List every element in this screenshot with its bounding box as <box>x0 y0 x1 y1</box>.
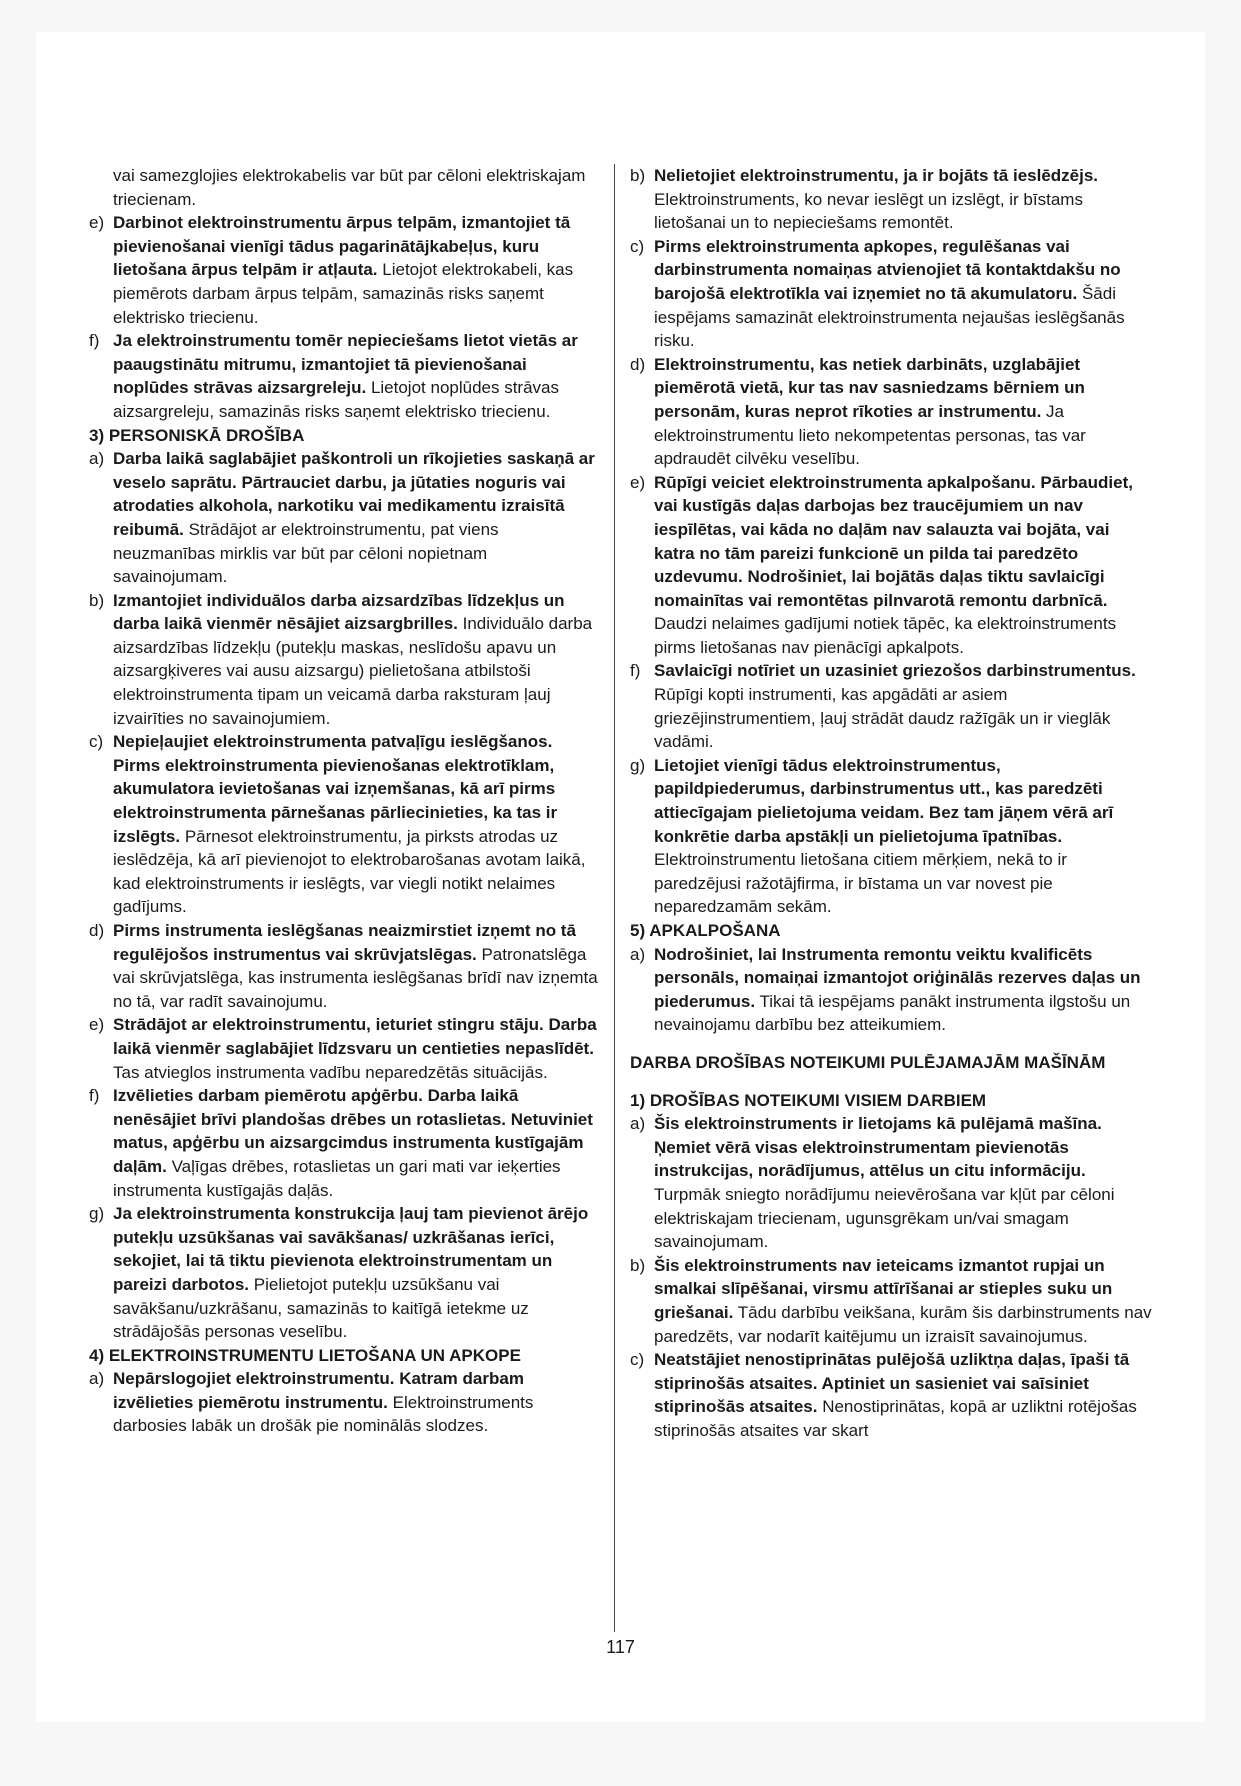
list-item: a) Nepārslogojiet elektroinstrumentu. Katram darbam izvēlieties piemērotu instrumentu. Elektroinstruments darbosies labāk un drošāk pie nominālās slodzes. <box>89 1369 534 1436</box>
list-item: g) Ja elektroinstrumenta konstrukcija ļauj tam pievienot ārējo putekļu uzsūkšanas vai savākšanas/ uzkrāšanas ierīci, sekojiet, lai tā tiktu pievienota elektroinstrumentam un pareizi darbotos. Pielietojot putekļu uzsūkšanu vai savākšanu/uzkrāšanu, samazinās to kaitīgā ietekme uz strādājošās personas veselību. <box>89 1204 589 1342</box>
list-item: e) Darbinot elektroinstrumentu ārpus telpām, izmantojiet tā pievienošanai vienīgi tādus pagarinātājkabeļus, kuru lietošana ārpus telpām ir atļauta. Lietojot elektrokabeli, kas piemērots darbam ārpus telpām, samazinās risks saņemt elektrisko triecienu. <box>89 213 574 327</box>
section-heading: 3) PERSONISKĀ DROŠĪBA <box>89 425 305 445</box>
list-item: b) Nelietojiet elektroinstrumentu, ja ir bojāts tā ieslēdzējs. Elektroinstruments, ko nevar ieslēgt un izslēgt, ir bīstams lietošanai un to nepieciešams remontēt. <box>630 166 1099 233</box>
right-column <box>630 164 1152 1442</box>
section-heading: 1) DROŠĪBAS NOTEIKUMI VISIEM DARBIEM <box>630 1090 987 1110</box>
list-item: e) Strādājot ar elektroinstrumentu, ieturiet stingru stāju. Darba laikā vienmēr saglabājiet līdzsvaru un centieties nepaslīdēt. Tas atvieglos instrumenta vadību neparedzētās situācijās. <box>89 1015 597 1082</box>
list-item: f) Savlaicīgi notīriet un uzasiniet griezošos darbinstrumentus. Rūpīgi kopti instrumenti, kas apgādāti ar asiem griezējinstrumentiem, ļauj strādāt daudz ražīgāk un ir vieglāk vadāmi. <box>630 661 1136 752</box>
list-item: c) Pirms elektroinstrumenta apkopes, regulēšanas vai darbinstrumenta nomaiņas atvienojiet tā kontaktdakšu no barojošā elektrotīkla vai izņemiet no tā akumulatoru. Šādi iespējams samazināt elektroinstrumenta nejaušas ieslēgšanās risku. <box>630 236 1125 351</box>
list-item: b) Izmantojiet individuālos darba aizsardzības līdzekļus un darba laikā vienmēr nēsājiet aizsargbrilles. Individuālo darba aizsardzības līdzekļu (putekļu maskas, neslīdošu apavu un aizsargķiveres vai ausu aizsargu) pielietošana atbilstoši elektroinstrumenta tipam un veicamā darba raksturam ļauj izvairīties no savainojumiem. <box>89 590 593 728</box>
list-item: b) Šis elektroinstruments nav ieteicams izmantot rupjai un smalkai slīpēšanai, virsmu attīrīšanai ar stieples suku un griešanai. Tādu darbību veikšana, kurām šis darbinstruments nav paredzēts, var nodarīt kaitējumu un izraisīt savainojumus. <box>630 1255 1152 1346</box>
page-number: 117 <box>606 1637 635 1657</box>
list-item: f) Ja elektroinstrumentu tomēr nepieciešams lietot vietās ar paaugstinātu mitrumu, izmantojiet tā pievienošanai noplūdes strāvas aizsargreleju. Lietojot noplūdes strāvas aizsargreleju, samazinās risks saņemt elektrisko triecienu. <box>89 331 578 421</box>
list-item: a) Darba laikā saglabājiet paškontroli un rīkojieties saskaņā ar veselo saprātu. Pārtrauciet darbu, ja jūtaties noguris vai atrodaties alkohola, narkotiku vai medikamentu izraisītā reibumā. Strādājot ar elektroinstrumentu, pat viens neuzmanības mirklis var būt par cēloni nopietnam savainojumam. <box>89 449 595 587</box>
left-column <box>89 164 599 1438</box>
list-item: c) Nepieļaujiet elektroinstrumenta patvaļīgu ieslēgšanos. Pirms elektroinstrumenta pievienošanas elektrotīklam, akumulatora ievietošanas vai izņemšanas, kā arī pirms elektroinstrumenta pārnešanas pārliecinieties, ka tas ir izslēgts. Pārnesot elektroinstrumentu, ja pirksts atrodas uz ieslēdzēja, kā arī pievienojot to elektrobarošanas avotam laikā, kad elektroinstruments ir ieslēgts, var viegli notikt nelaimes gadījums. <box>89 732 586 917</box>
list-item: a) Nodrošiniet, lai Instrumenta remontu veiktu kvalificēts personāls, nomaiņai izmantojot oriģinālās rezerves daļas un piederumus. Tikai tā iespējams panākt instrumenta ilgstošu un nevainojamu darbību bez atteikumiem. <box>630 944 1141 1035</box>
section-heading: 4) ELEKTROINSTRUMENTU LIETOŠANA UN APKOPE <box>89 1345 521 1365</box>
column-divider <box>614 164 615 1632</box>
main-heading: DARBA DROŠĪBAS NOTEIKUMI PULĒJAMAJĀM MAŠĪNĀM <box>630 1052 1106 1072</box>
list-item: e) Rūpīgi veiciet elektroinstrumenta apkalpošanu. Pārbaudiet, vai kustīgās daļas darbojas bez traucējumiem un nav iespīlētas, vai kāda no daļām nav salauzta vai bojāta, vai katra no tām pareizi funkcionē un pilda tai paredzēto uzdevumu. Nodrošiniet, lai bojātās daļas tiktu savlaicīgi nomainītas vai remontētas pilnvarotā remontu darbnīcā. Daudzi nelaimes gadījumi notiek tāpēc, ka elektroinstruments pirms lietošanas nav pienācīgi apkalpots. <box>630 472 1133 657</box>
intro-paragraph: vai samezglojies elektrokabelis var būt par cēloni elektriskajam triecienam. <box>113 166 586 209</box>
list-item: a) Šis elektroinstruments ir lietojams kā pulējamā mašīna. Ņemiet vērā visas elektroinstrumentam pievienotās instrukcijas, norādījumus, attēlus un citu informāciju. Turpmāk sniegto norādījumu neievērošana var kļūt par cēloni elektriskajam triecienam, ugunsgrēkam un/vai smagam savainojumam. <box>630 1114 1115 1252</box>
list-item: c) Neatstājiet nenostiprinātas pulējošā uzliktņa daļas, īpaši tā stiprinošās atsaites. Aptiniet un sasieniet vai saīsiniet stiprinošās atsaites. Nenostiprinātas, kopā ar uzliktni rotējošas stiprinošās atsaites var skart <box>630 1350 1137 1440</box>
section-heading: 5) APKALPOŠANA <box>630 921 781 940</box>
list-item: g) Lietojiet vienīgi tādus elektroinstrumentus, papildpiederumus, darbinstrumentus utt., kas paredzēti attiecīgajam pielietojuma veidam. Bez tam jāņem vērā arī konkrētie darba apstākļi un pielietojuma īpatnības. Elektroinstrumentu lietošana citiem mērķiem, nekā to ir paredzējusi ražotājfirma, ir bīstama un var novest pie neparedzamām sekām. <box>630 755 1114 917</box>
document-page <box>36 32 1205 1722</box>
list-item: d) Pirms instrumenta ieslēgšanas neaizmirstiet izņemt no tā regulējošos instrumentus vai skrūvjatslēgas. Patronatslēga vai skrūvjatslēga, kas instrumenta ieslēgšanas brīdī nav izņemta no tā, var radīt savainojumu. <box>89 921 598 1011</box>
list-item: d) Elektroinstrumentu, kas netiek darbināts, uzglabājiet piemērotā vietā, kur tas nav sasniedzams bērniem un personām, kuras neprot rīkoties ar instrumentu. Ja elektroinstrumentu lieto nekompetentas personas, tas var apdraudēt cilvēku veselību. <box>630 354 1086 469</box>
list-item: f) Izvēlieties darbam piemērotu apģērbu. Darba laikā nenēsājiet brīvi plandošas drēbes un rotaslietas. Netuviniet matus, apģērbu un aizsargcimdus instrumenta kustīgajām daļām. Vaļīgas drēbes, rotaslietas un gari mati var ieķerties instrumenta kustīgajās daļās. <box>89 1086 593 1200</box>
